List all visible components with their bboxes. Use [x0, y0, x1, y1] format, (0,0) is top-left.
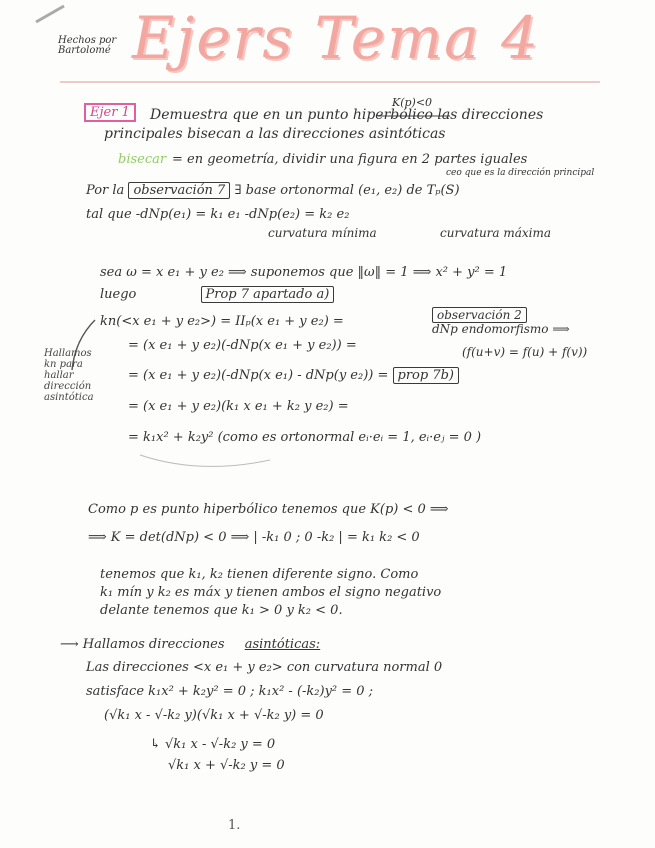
linearity-note: (f(u+v) = f(u) + f(v)) [462, 345, 588, 359]
exercise-tag: Ejer 1 [84, 103, 136, 122]
line-3: sea ω = x e₁ + y e₂ ⟹ suponemos que ‖ω‖ = 1 ⟹ x² + y² = 1 [100, 265, 508, 280]
kp-note: K(p)<0 [392, 96, 433, 109]
statement-line-2: principales bisecan a las direcciones asintóticas [104, 126, 446, 142]
line-11: ⟹ K = det(dNp) < 0 ⟹ | -k₁ 0 ; 0 -k₂ | = k₁ k₂ < 0 [88, 530, 420, 545]
bisecar-label: bisecar [118, 152, 167, 167]
line-18: (√k₁ x - √-k₂ y)(√k₁ x + √-k₂ y) = 0 [104, 708, 324, 723]
line-8: = (x e₁ + y e₂)(k₁ x e₁ + k₂ y e₂) = [128, 399, 349, 414]
line-16: Las direcciones <x e₁ + y e₂> con curvatura normal 0 [86, 660, 443, 675]
page-number: 1. [228, 818, 241, 833]
author-credit: Hechos por Bartolomé [58, 35, 117, 56]
margin-note: Hallamos kn para hallar dirección asintótica [44, 348, 94, 403]
prop-7b-box: prop 7b) [393, 367, 459, 384]
line-9: = k₁x² + k₂y² (como es ortonormal eᵢ·eᵢ = 1, eᵢ·eⱼ = 0 ) [128, 430, 482, 445]
line-5: kn(<x e₁ + y e₂>) = IIₚ(x e₁ + y e₂) = [100, 314, 344, 329]
observation-7-box: observación 7 [128, 182, 230, 199]
prop-7a-box: Prop 7 apartado a) [201, 286, 335, 303]
line-15: ⟶ Hallamos direcciones asintóticas: [60, 637, 321, 652]
line-19: ↳ √k₁ x - √-k₂ y = 0 [150, 737, 276, 752]
line-1: tal que -dNp(e₁) = k₁ e₁ -dNp(e₂) = k₂ e₂ [86, 207, 350, 222]
asintoticas-underlined: asintóticas: [244, 637, 321, 652]
line-12: tenemos que k₁, k₂ tienen diferente signo. Como [100, 567, 419, 582]
line-4: luego Prop 7 apartado a) [100, 287, 334, 302]
line-10: Como p es punto hiperbólico tenemos que K(p) < 0 ⟹ [88, 502, 449, 517]
line-13: k₁ mín y k₂ es máx y tienen ambos el signo negativo [100, 585, 442, 600]
line-17: satisface k₁x² + k₂y² = 0 ; k₁x² - (-k₂)y² = 0 ; [86, 684, 374, 699]
pencil-mark [36, 6, 64, 22]
line-20: √k₁ x + √-k₂ y = 0 [168, 758, 285, 773]
arrow-note: ceo que es la dirección principal [446, 168, 595, 178]
line-0: Por la observación 7 ∃ base ortonormal (e₁, e₂) de Tₚ(S) [86, 183, 460, 198]
line-14: delante tenemos que k₁ > 0 y k₂ < 0. [100, 603, 343, 618]
curvature-max-label: curvatura máxima [440, 226, 552, 240]
line-7: = (x e₁ + y e₂)(-dNp(x e₁) - dNp(y e₂)) = prop 7b) [128, 368, 459, 383]
statement-line-1: Demuestra que en un punto hiperbólico las direcciones [150, 107, 544, 123]
observation-2-box: observación 2 [432, 307, 527, 323]
bisecar-definition: = en geometría, dividir una figura en 2 partes iguales [172, 152, 528, 167]
observation-2-block: observación 2 dNp endomorfismo ⟹ [432, 308, 570, 336]
curvature-min-label: curvatura mínima [268, 226, 377, 240]
curve-underline [140, 455, 270, 466]
page-title: Ejers Tema 4 [132, 4, 540, 72]
line-6: = (x e₁ + y e₂)(-dNp(x e₁ + y e₂)) = [128, 338, 357, 353]
